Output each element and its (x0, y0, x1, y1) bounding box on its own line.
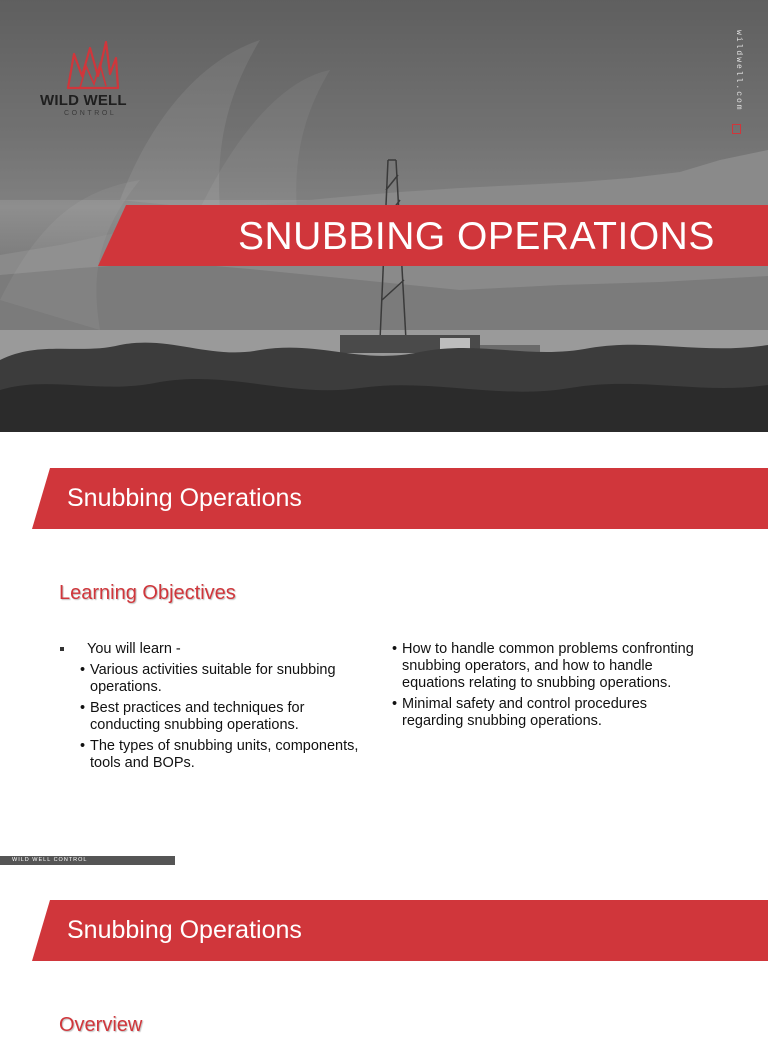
list-item (80, 738, 378, 772)
list-item-text: Best practices and techniques for conducting snubbing operations. (90, 700, 305, 733)
bullet-dot-icon: • (392, 641, 398, 657)
slide-subheading: Learning Objectives (59, 582, 236, 604)
cover-slide (0, 0, 768, 432)
lead-text: You will learn - (87, 641, 181, 657)
cover-title: SNUBBING OPERATIONS (238, 215, 715, 258)
bullet-dot-icon: • (80, 738, 86, 754)
bullet-dot-icon: • (392, 696, 398, 712)
list-item-text: How to handle common problems confronting snubbing operators, and how to handle equations relating to snubbing operations. (402, 641, 694, 691)
wild-well-logo (38, 38, 158, 120)
overview-slide (0, 868, 768, 1036)
list-item (80, 662, 378, 696)
list-item-text: Various activities suitable for snubbing operations. (90, 662, 336, 695)
website-vertical-text[interactable]: wildwell.com (734, 30, 743, 112)
right-column (392, 641, 712, 734)
footer-bar (0, 856, 175, 865)
list-item (80, 700, 378, 734)
list-item (392, 641, 712, 692)
learning-objectives-slide (0, 432, 768, 868)
logo-subtitle: CONTROL (64, 110, 117, 117)
square-bullet-icon (60, 647, 64, 651)
section-title: Snubbing Operations (67, 484, 302, 512)
logo-wordmark: WILD WELL (40, 92, 127, 109)
list-item-text: The types of snubbing units, components, tools and BOPs. (90, 738, 359, 771)
list-item (392, 696, 712, 730)
slide-subheading: Overview (59, 1014, 143, 1036)
flame-w-icon (38, 38, 158, 94)
section-title: Snubbing Operations (67, 916, 302, 944)
list-item-text: Minimal safety and control procedures regarding snubbing operations. (402, 696, 648, 729)
bullet-dot-icon: • (80, 662, 86, 678)
footer-text: WILD WELL CONTROL (12, 857, 88, 863)
bullet-dot-icon: • (80, 700, 86, 716)
lead-line (58, 641, 378, 658)
website-square-icon (732, 124, 741, 134)
left-column (58, 641, 378, 776)
